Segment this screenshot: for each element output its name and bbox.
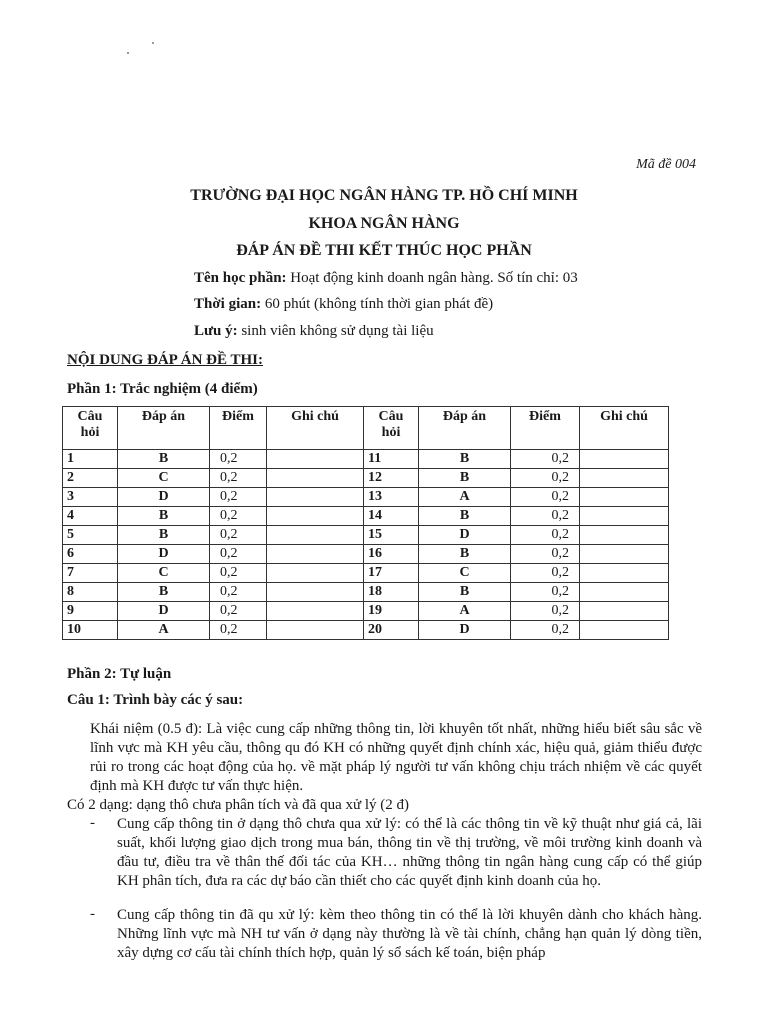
table-cell (267, 621, 364, 640)
table-cell (580, 450, 669, 469)
table-cell (267, 450, 364, 469)
bullet-dash: - (90, 815, 95, 831)
scan-speck (152, 42, 154, 44)
table-cell: 8 (63, 583, 118, 602)
table-cell: B (419, 507, 511, 526)
bullet-dash: - (90, 906, 95, 922)
faculty-name: KHOA NGÂN HÀNG (308, 215, 460, 232)
table-cell: 14 (364, 507, 419, 526)
table-cell: 16 (364, 545, 419, 564)
table-cell: 2 (63, 469, 118, 488)
table-row (63, 526, 669, 545)
table-cell: B (419, 469, 511, 488)
table-cell: 0,2 (511, 621, 580, 640)
table-cell (267, 469, 364, 488)
table-cell (580, 469, 669, 488)
part2-title-text: Phần 2: Tự luận (67, 666, 172, 682)
table-cell (267, 507, 364, 526)
concept-paragraph: Khái niệm (0.5 đ): Là việc cung cấp những thông tin, lời khuyên tốt nhất, những hiểu biết sâu sắc về lĩnh vực mà KH yêu cầu, thông qu đó KH có những quyết định chính xác, hiệu quả, giảm thiểu được rủi ro trong các hoạt động của họ. về mặt pháp lý người tư vấn không chịu trách nhiệm về các quyết định mà KH được tư vấn thực hiện. (90, 721, 702, 794)
table-header-row (63, 407, 669, 450)
table-row (63, 488, 669, 507)
table-cell: B (419, 450, 511, 469)
table-row (63, 602, 669, 621)
table-cell: A (419, 602, 511, 621)
table-cell: 0,2 (511, 545, 580, 564)
table-row (63, 583, 669, 602)
table-cell: C (118, 469, 210, 488)
table-cell: 9 (63, 602, 118, 621)
table-cell (267, 602, 364, 621)
course-value: Hoạt động kinh doanh ngân hàng. Số tín chỉ: 03 (286, 270, 578, 286)
scan-speck (127, 52, 129, 54)
table-cell: 13 (364, 488, 419, 507)
table-cell (267, 583, 364, 602)
table-row (63, 564, 669, 583)
table-cell (580, 621, 669, 640)
table-cell (267, 545, 364, 564)
table-cell (580, 488, 669, 507)
q1-title: Câu 1: Trình bày các ý sau: (67, 692, 244, 708)
time-value: 60 phút (không tính thời gian phát đề) (261, 296, 494, 312)
document-title: ĐÁP ÁN ĐỀ THI KẾT THÚC HỌC PHẦN (236, 242, 532, 259)
table-cell: 7 (63, 564, 118, 583)
table-cell: 0,2 (511, 564, 580, 583)
exam-code: Mã đề 004 (636, 157, 696, 172)
table-cell (580, 564, 669, 583)
table-cell: B (118, 583, 210, 602)
time-label: Thời gian: (194, 296, 262, 312)
col-header: Điểm (210, 407, 267, 450)
col-header: Ghi chú (580, 407, 669, 450)
table-row (63, 469, 669, 488)
table-cell (580, 507, 669, 526)
table-cell: 12 (364, 469, 419, 488)
course-label: Tên học phần: (194, 270, 287, 286)
col-header: Câu hỏi (63, 407, 118, 450)
university-name: TRƯỜNG ĐẠI HỌC NGÂN HÀNG TP. HỒ CHÍ MINH (190, 187, 578, 204)
col-header: Điểm (511, 407, 580, 450)
part1-title: Phần 1: Trắc nghiệm (4 điểm) (67, 381, 258, 397)
table-cell (267, 564, 364, 583)
table-cell: 6 (63, 545, 118, 564)
content-title: NỘI DUNG ĐÁP ÁN ĐỀ THI: (67, 352, 263, 368)
table-row (63, 545, 669, 564)
time-line (194, 296, 493, 313)
table-cell: 3 (63, 488, 118, 507)
table-cell: C (118, 564, 210, 583)
table-cell: A (419, 488, 511, 507)
table-cell: 0,2 (511, 602, 580, 621)
table-cell: 4 (63, 507, 118, 526)
table-cell: B (118, 526, 210, 545)
table-cell: 11 (364, 450, 419, 469)
table-cell: D (419, 526, 511, 545)
table-cell: 10 (63, 621, 118, 640)
col-header: Ghi chú (267, 407, 364, 450)
table-cell: D (118, 488, 210, 507)
table-row (63, 507, 669, 526)
table-cell: 0,2 (210, 507, 267, 526)
table-cell: 0,2 (511, 450, 580, 469)
processed-info-paragraph: Cung cấp thông tin đã qu xử lý: kèm theo thông tin có thể là lời khuyên dành cho khách hàng. Những lĩnh vực mà NH tư vấn ở dạng này thường là về tài chính, chẳng hạn quản lý dòng tiền, xây dựng cơ cấu tài chính thích hợp, quản lý sổ sách kế toán, biện pháp (117, 907, 702, 961)
table-cell: 0,2 (210, 564, 267, 583)
table-cell: 0,2 (511, 488, 580, 507)
table-cell: 0,2 (511, 507, 580, 526)
table-cell: 0,2 (210, 450, 267, 469)
part2-title (67, 666, 171, 683)
table-cell: D (419, 621, 511, 640)
table-cell: 20 (364, 621, 419, 640)
table-cell: 0,2 (210, 488, 267, 507)
course-line (194, 270, 578, 287)
table-cell: 19 (364, 602, 419, 621)
table-cell: A (118, 621, 210, 640)
table-cell: 0,2 (511, 469, 580, 488)
table-cell (580, 602, 669, 621)
table-cell: B (419, 545, 511, 564)
table-cell: 0,2 (210, 545, 267, 564)
table-cell: 0,2 (210, 583, 267, 602)
table-cell: 0,2 (210, 526, 267, 545)
table-cell (267, 488, 364, 507)
table-cell (580, 583, 669, 602)
table-cell: B (118, 507, 210, 526)
table-cell: 0,2 (210, 621, 267, 640)
table-cell: D (118, 602, 210, 621)
answer-table (62, 406, 669, 640)
table-cell: B (118, 450, 210, 469)
types-paragraph: Có 2 dạng: dạng thô chưa phân tích và đã qua xử lý (2 đ) (67, 797, 410, 813)
table-cell: 1 (63, 450, 118, 469)
col-header: Đáp án (419, 407, 511, 450)
col-header: Đáp án (118, 407, 210, 450)
table-cell: 0,2 (210, 602, 267, 621)
col-header: Câu hỏi (364, 407, 419, 450)
note-value: sinh viên không sử dụng tài liệu (237, 323, 434, 339)
table-cell: D (118, 545, 210, 564)
raw-info-paragraph: Cung cấp thông tin ở dạng thô chưa qua xử lý: có thể là các thông tin về kỹ thuật như giá cả, lãi suất, khối lượng giao dịch trong mua bán, thông tin về thị trường, về môi trường kinh doanh và đầu tư, điều tra về thân thế đối tác của KH… những thông tin ngân hàng cung cấp có thể giúp KH phân tích, đưa ra các dự báo cần thiết cho các quyết định kinh doanh của họ. (117, 816, 702, 889)
table-row (63, 450, 669, 469)
table-cell: B (419, 583, 511, 602)
table-cell: 15 (364, 526, 419, 545)
table-cell (267, 526, 364, 545)
table-cell: 0,2 (511, 526, 580, 545)
table-cell: 5 (63, 526, 118, 545)
table-cell (580, 526, 669, 545)
table-row (63, 621, 669, 640)
note-label: Lưu ý: (194, 323, 238, 339)
table-cell (580, 545, 669, 564)
table-cell: 0,2 (210, 469, 267, 488)
table-cell: 18 (364, 583, 419, 602)
table-cell: 0,2 (511, 583, 580, 602)
table-cell: C (419, 564, 511, 583)
table-cell: 17 (364, 564, 419, 583)
note-line (194, 323, 434, 340)
